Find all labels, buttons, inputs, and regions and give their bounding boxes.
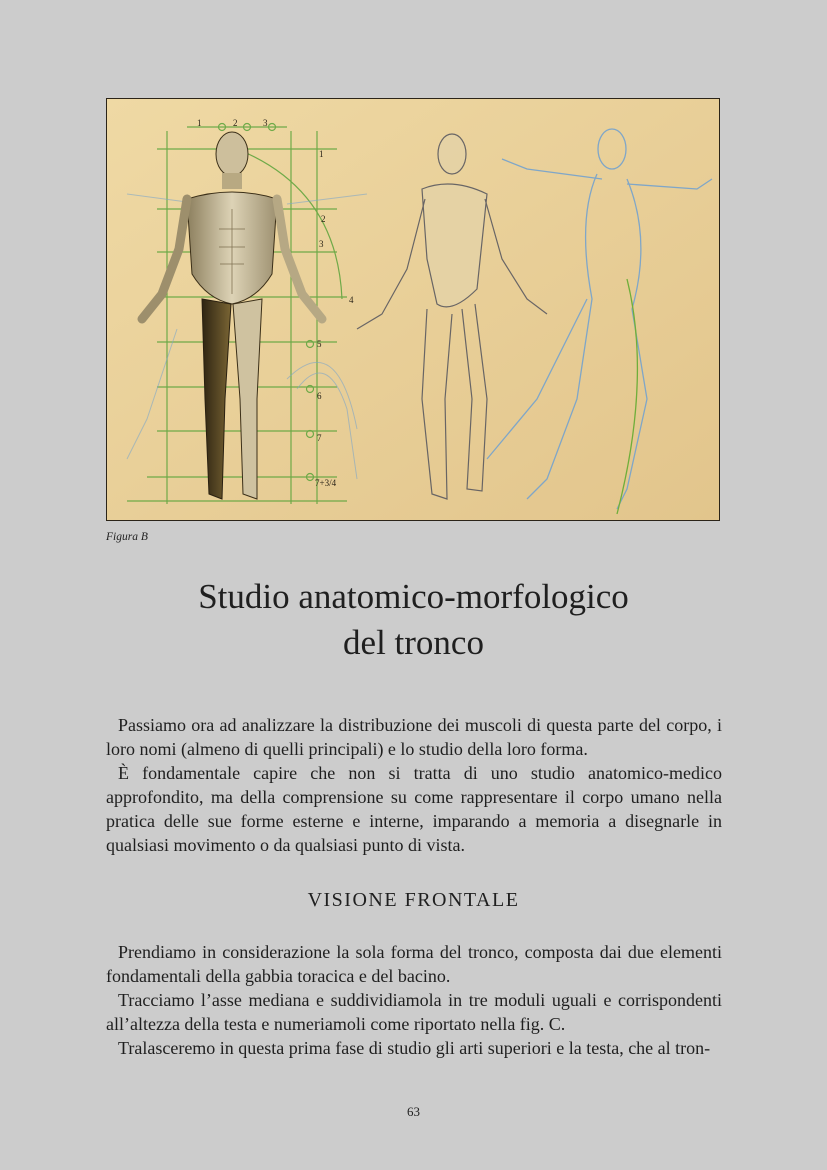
page-number: 63 — [407, 1104, 420, 1119]
anatomy-illustration — [106, 98, 720, 521]
section-heading: VISIONE FRONTALE — [307, 889, 520, 911]
paper-background — [107, 99, 719, 520]
section-paragraph-3: Tralasceremo in questa prima fase di studio gli arti superiori e la testa, che al tron- — [118, 1038, 711, 1058]
section-paragraph-1: Prendiamo in considerazione la sola forma del tronco, composta dai due elementi fondamentali della gabbia toracica e del bacino. — [106, 942, 722, 986]
chapter-title — [0, 574, 827, 666]
grid-number-top-1: 1 — [197, 118, 202, 128]
grid-number-side-6: 6 — [317, 391, 322, 401]
grid-number-side-1: 1 — [319, 149, 324, 159]
section-paragraph-2: Tracciamo l’asse mediana e suddividiamola in tre moduli uguali e corrispondenti all’altezza della testa e numeriamoli come riportato nella fig. C. — [106, 990, 722, 1034]
anatomy-drawing — [107, 99, 719, 520]
grid-number-side-3: 3 — [319, 239, 324, 249]
grid-number-top-3: 3 — [263, 118, 268, 128]
grid-number-side-2: 2 — [321, 214, 326, 224]
grid-number-side-7: 7 — [317, 433, 322, 443]
grid-number-top-2: 2 — [233, 118, 238, 128]
intro-paragraph-1: Passiamo ora ad analizzare la distribuzione dei muscoli di questa parte del corpo, i loro nomi (almeno di quelli principali) e lo studio della loro forma. — [106, 715, 722, 759]
intro-paragraph-2: È fondamentale capire che non si tratta di uno studio anatomico-medico approfondito, ma della comprensione su come rappresentare il corpo umano nella pratica delle sue forme esterne e interne, imparando a memoria a disegnarle in qualsiasi movimento o da qualsiasi punto di vista. — [106, 763, 722, 855]
grid-number-side-8: 7+3/4 — [315, 478, 337, 488]
intro-text — [106, 713, 722, 857]
grid-number-side-5: 5 — [317, 339, 322, 349]
chapter-title-line-1: Studio anatomico-morfologico — [198, 577, 629, 616]
chapter-title-line-2: del tronco — [343, 623, 484, 662]
section-text — [106, 940, 722, 1060]
grid-number-side-4: 4 — [349, 295, 354, 305]
figure-caption: Figura B — [106, 531, 148, 543]
